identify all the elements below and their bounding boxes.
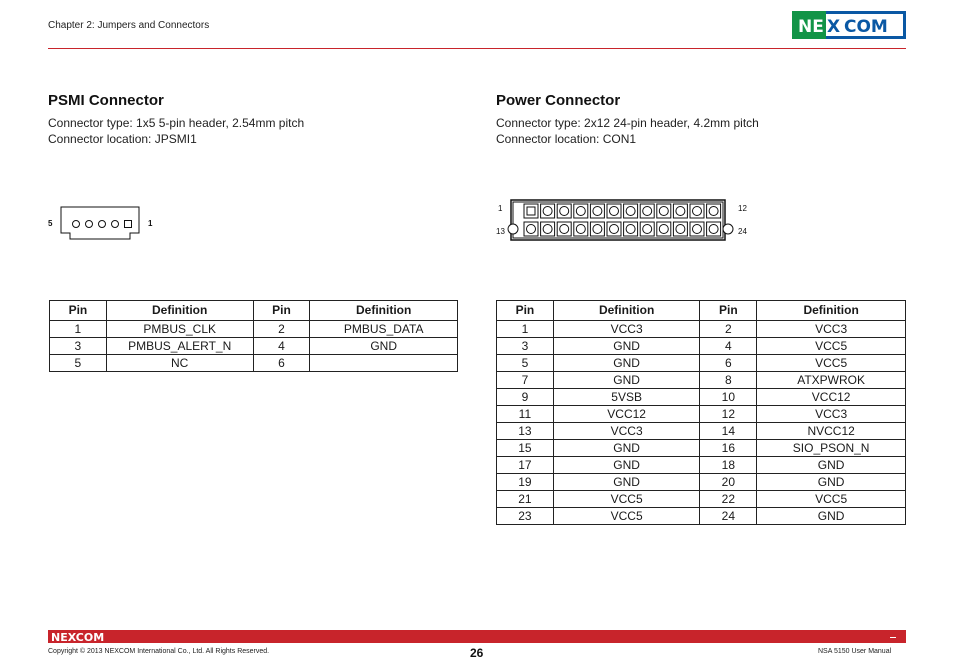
pin-cell: 13 <box>497 423 554 440</box>
power-pin-16 <box>574 222 588 236</box>
header-rule <box>48 48 906 49</box>
pin-cell: 6 <box>253 355 310 372</box>
table-row <box>50 338 458 355</box>
psmi-pin-table <box>49 300 458 372</box>
power-pin-3 <box>557 204 571 218</box>
definition-cell: VCC3 <box>553 423 700 440</box>
power-pin-21 <box>657 222 671 236</box>
power-pin-10 <box>673 204 687 218</box>
power-pin-19 <box>624 222 638 236</box>
table-row <box>497 355 906 372</box>
power-pin-14 <box>541 222 555 236</box>
power-pin-5 <box>590 204 604 218</box>
psmi-connector-diagram <box>60 206 140 240</box>
definition-cell: GND <box>757 457 906 474</box>
svg-text:X: X <box>827 17 841 37</box>
col-header-definition: Definition <box>553 301 700 321</box>
definition-cell: GND <box>553 338 700 355</box>
psmi-title: PSMI Connector <box>48 92 164 109</box>
definition-cell: GND <box>757 474 906 491</box>
definition-cell: ATXPWROK <box>757 372 906 389</box>
power-pin-7 <box>624 204 638 218</box>
pin-cell: 7 <box>497 372 554 389</box>
definition-cell: GND <box>553 440 700 457</box>
definition-cell: VCC3 <box>757 406 906 423</box>
definition-cell <box>310 355 458 372</box>
page-number: 26 <box>470 646 484 660</box>
pin-cell: 19 <box>497 474 554 491</box>
pin-cell: 5 <box>50 355 107 372</box>
pin-cell: 17 <box>497 457 554 474</box>
svg-text:NEXCOM: NEXCOM <box>51 631 105 643</box>
table-row <box>497 508 906 525</box>
definition-cell: 5VSB <box>553 389 700 406</box>
power-pin-17 <box>590 222 604 236</box>
table-row <box>497 406 906 423</box>
psmi-type: Connector type: 1x5 5-pin header, 2.54mm pitch <box>48 116 305 130</box>
definition-cell: PMBUS_CLK <box>106 321 253 338</box>
table-row <box>50 355 458 372</box>
pin-cell: 4 <box>253 338 310 355</box>
psmi-pin5-label: 5 <box>48 219 53 228</box>
power-pin-2 <box>541 204 555 218</box>
pin-cell: 5 <box>497 355 554 372</box>
definition-cell: GND <box>553 372 700 389</box>
table-row <box>497 423 906 440</box>
table-row <box>497 491 906 508</box>
definition-cell: SIO_PSON_N <box>757 440 906 457</box>
pin-cell: 9 <box>497 389 554 406</box>
power-pin-24 <box>707 222 721 236</box>
definition-cell: VCC12 <box>553 406 700 423</box>
power-pin-23 <box>690 222 704 236</box>
pin-cell: 2 <box>700 321 757 338</box>
power-pin-8 <box>640 204 654 218</box>
definition-cell: VCC5 <box>553 508 700 525</box>
pin-cell: 22 <box>700 491 757 508</box>
manual-title: NSA 5150 User Manual <box>818 648 892 655</box>
pin-cell: 18 <box>700 457 757 474</box>
definition-cell: GND <box>553 355 700 372</box>
power-pin-9 <box>657 204 671 218</box>
pin-cell: 14 <box>700 423 757 440</box>
power-pin-12 <box>707 204 721 218</box>
definition-cell: VCC12 <box>757 389 906 406</box>
power-pin-1 <box>524 204 538 218</box>
definition-cell: GND <box>553 474 700 491</box>
psmi-location: Connector location: JPSMI1 <box>48 132 197 146</box>
power-pin12-label: 12 <box>738 204 747 213</box>
definition-cell: GND <box>757 508 906 525</box>
footer-square-decor <box>898 637 906 643</box>
table-row <box>50 321 458 338</box>
col-header-definition: Definition <box>757 301 906 321</box>
table-row <box>497 440 906 457</box>
definition-cell: PMBUS_DATA <box>310 321 458 338</box>
pin-cell: 23 <box>497 508 554 525</box>
pin-cell: 1 <box>497 321 554 338</box>
table-row <box>497 474 906 491</box>
power-type: Connector type: 2x12 24-pin header, 4.2mm pitch <box>496 116 759 130</box>
col-header-definition: Definition <box>310 301 458 321</box>
footer-nexcom-logo <box>50 630 108 643</box>
col-header-pin: Pin <box>497 301 554 321</box>
definition-cell: GND <box>553 457 700 474</box>
definition-cell: VCC3 <box>553 321 700 338</box>
footer-square-decor <box>890 630 896 636</box>
pin-cell: 4 <box>700 338 757 355</box>
definition-cell: VCC5 <box>553 491 700 508</box>
table-row <box>497 457 906 474</box>
definition-cell: GND <box>310 338 458 355</box>
pin-cell: 1 <box>50 321 107 338</box>
table-row <box>497 372 906 389</box>
psmi-pin1-label: 1 <box>148 219 153 228</box>
power-pin-11 <box>690 204 704 218</box>
power-pin-6 <box>607 204 621 218</box>
pin-cell: 20 <box>700 474 757 491</box>
svg-text:COM: COM <box>844 17 888 37</box>
power-location: Connector location: CON1 <box>496 132 637 146</box>
pin-cell: 11 <box>497 406 554 423</box>
pin-cell: 24 <box>700 508 757 525</box>
power-pin-20 <box>640 222 654 236</box>
pin-cell: 6 <box>700 355 757 372</box>
pin-cell: 8 <box>700 372 757 389</box>
col-header-definition: Definition <box>106 301 253 321</box>
definition-cell: VCC5 <box>757 355 906 372</box>
power-pin-18 <box>607 222 621 236</box>
pin-cell: 3 <box>50 338 107 355</box>
col-header-pin: Pin <box>253 301 310 321</box>
table-row <box>497 321 906 338</box>
definition-cell: VCC3 <box>757 321 906 338</box>
pin-cell: 21 <box>497 491 554 508</box>
chapter-title: Chapter 2: Jumpers and Connectors <box>48 20 210 31</box>
definition-cell: NC <box>106 355 253 372</box>
definition-cell: VCC5 <box>757 338 906 355</box>
power-pin24-label: 24 <box>738 227 747 236</box>
power-connector-diagram <box>505 198 737 244</box>
svg-text:NE: NE <box>798 17 824 37</box>
definition-cell: VCC5 <box>757 491 906 508</box>
definition-cell: NVCC12 <box>757 423 906 440</box>
col-header-pin: Pin <box>700 301 757 321</box>
pin-cell: 3 <box>497 338 554 355</box>
power-pin-table <box>496 300 906 525</box>
power-pin-4 <box>574 204 588 218</box>
power-pin13-label: 13 <box>496 227 505 236</box>
power-pin1-label: 1 <box>498 204 503 213</box>
footer-band <box>48 630 906 643</box>
power-title: Power Connector <box>496 92 621 109</box>
power-pin-15 <box>557 222 571 236</box>
definition-cell: PMBUS_ALERT_N <box>106 338 253 355</box>
power-pin-13 <box>524 222 538 236</box>
table-row <box>497 338 906 355</box>
table-row <box>497 389 906 406</box>
pin-cell: 12 <box>700 406 757 423</box>
pin-cell: 10 <box>700 389 757 406</box>
power-pin-22 <box>673 222 687 236</box>
pin-cell: 2 <box>253 321 310 338</box>
nexcom-logo <box>792 11 906 39</box>
col-header-pin: Pin <box>50 301 107 321</box>
pin-cell: 16 <box>700 440 757 457</box>
copyright-text: Copyright © 2013 NEXCOM International Co., Ltd. All Rights Reserved. <box>48 648 270 655</box>
pin-cell: 15 <box>497 440 554 457</box>
footer-square-decor <box>890 638 897 643</box>
